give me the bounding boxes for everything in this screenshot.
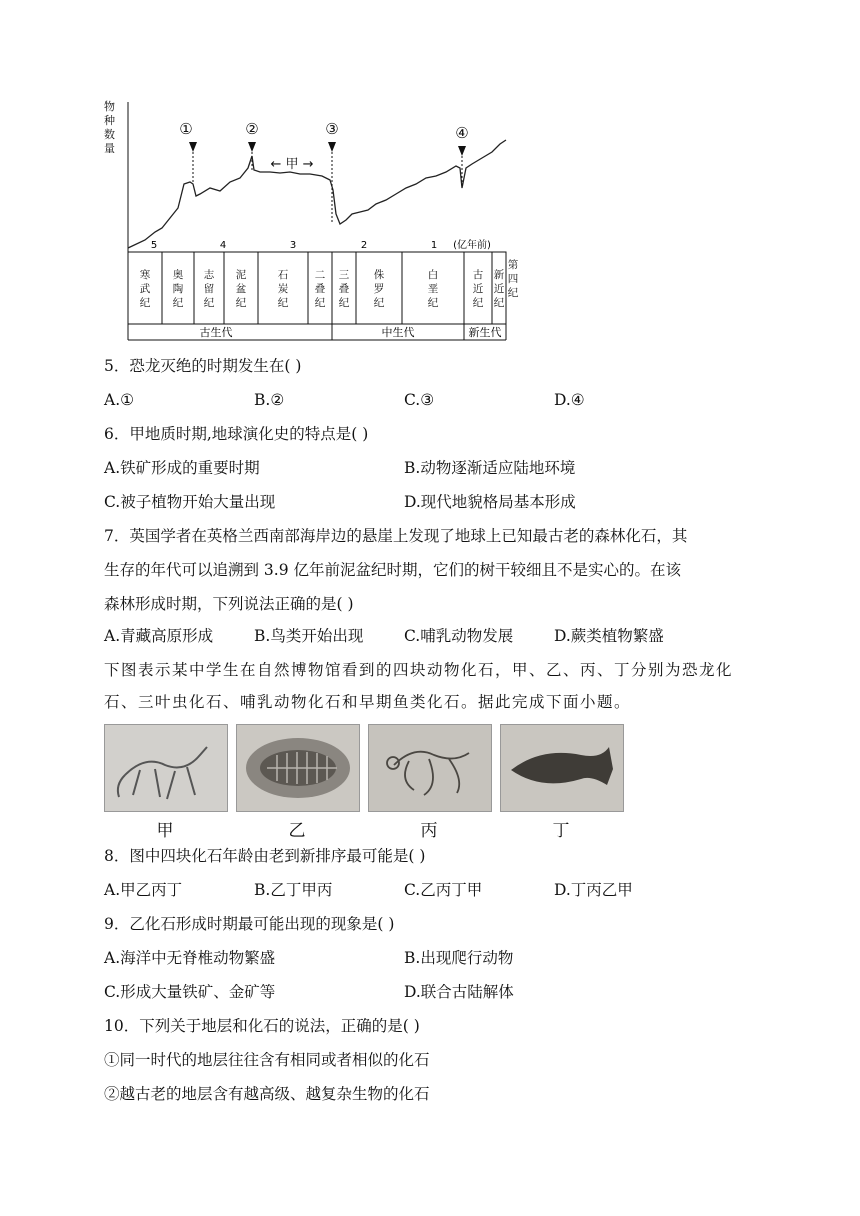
svg-text:④: ④ (455, 124, 469, 142)
q7-option-a[interactable]: A.青藏高原形成 (104, 627, 214, 645)
period-label: 奥陶纪 (172, 269, 184, 309)
q9-option-d[interactable]: D.联合古陆解体 (404, 983, 514, 1001)
q6-option-d[interactable]: D.现代地貌格局基本形成 (404, 493, 576, 511)
q5-option-b[interactable]: B.② (254, 391, 285, 409)
marker-1 (179, 120, 197, 182)
tick-label: 5 (150, 240, 158, 251)
q6-option-c[interactable]: C.被子植物开始大量出现 (104, 493, 276, 511)
period-label: 新近纪 (493, 269, 505, 309)
period-label: 三叠纪 (338, 269, 350, 309)
q10-statement-2: ②越古老的地层含有越高级、越复杂生物的化石 (104, 1085, 430, 1103)
marker-4 (455, 124, 468, 186)
q6-option-a[interactable]: A.铁矿形成的重要时期 (104, 459, 260, 477)
q7-option-c[interactable]: C.哺乳动物发展 (404, 627, 514, 645)
q8-option-c[interactable]: C.乙丙丁甲 (404, 881, 483, 899)
period-label: 第四纪 (507, 259, 519, 299)
svg-text:③: ③ (325, 120, 339, 138)
q6-stem: 6．甲地质时期,地球演化史的特点是( ) (104, 425, 369, 443)
period-label: 古近纪 (472, 269, 484, 309)
period-label: 侏罗纪 (373, 269, 385, 309)
q6-option-b[interactable]: B.动物逐渐适应陆地环境 (404, 459, 576, 477)
q10-statement-1: ①同一时代的地层往往含有相同或者相似的化石 (104, 1051, 430, 1069)
tick-label: 3 (289, 240, 297, 251)
tick-label: 4 (219, 240, 227, 251)
fossil-figure (104, 724, 636, 840)
q8-stem: 8．图中四块化石年龄由老到新排序最可能是( ) (104, 847, 426, 865)
q5-option-a[interactable]: A.① (104, 391, 135, 409)
tick-label: 1 (430, 240, 438, 251)
species-timeline-chart (100, 96, 519, 346)
marker-3 (325, 120, 338, 224)
q5-stem: 5．恐龙灭绝的时期发生在( ) (104, 357, 302, 375)
era-label: 新生代 (468, 326, 502, 339)
q8-option-d[interactable]: D.丁丙乙甲 (554, 881, 633, 899)
q7-stem-line-2: 生存的年代可以追溯到 3.9 亿年前泥盆纪时期，它们的树干较细且不是实心的。在该 (104, 561, 682, 579)
jia-range-label: ← 甲 → (270, 157, 314, 172)
q9-option-c[interactable]: C.形成大量铁矿、金矿等 (104, 983, 276, 1001)
q9-option-b[interactable]: B.出现爬行动物 (404, 949, 514, 967)
fossil-intro-line-2: 石、三叶虫化石、哺乳动物化石和早期鱼类化石。据此完成下面小题。 (104, 693, 632, 711)
era-label: 中生代 (381, 326, 415, 339)
fossil-label-bing: 丙 (420, 821, 438, 841)
fossil-image-ding (500, 724, 624, 812)
q7-option-d[interactable]: D.蕨类植物繁盛 (554, 627, 664, 645)
fossil-label-ding: 丁 (552, 821, 570, 841)
period-label: 寒武纪 (139, 269, 151, 309)
q5-option-c[interactable]: C.③ (404, 391, 435, 409)
q7-stem-line-1: 7．英国学者在英格兰西南部海岸边的悬崖上发现了地球上已知最古老的森林化石，其 (104, 527, 688, 545)
marker-2 (245, 120, 258, 170)
period-label: 白垩纪 (427, 269, 439, 309)
tick-label: 2 (360, 240, 368, 251)
y-label-char: 种 (104, 114, 115, 127)
fossil-image-yi (236, 724, 360, 812)
period-label: 石炭纪 (277, 269, 289, 309)
period-label: 志留纪 (203, 269, 215, 309)
fossil-image-jia (104, 724, 228, 812)
era-label: 古生代 (199, 326, 233, 339)
fossil-intro-line-1: 下图表示某中学生在自然博物馆看到的四块动物化石，甲、乙、丙、丁分别为恐龙化 (104, 661, 734, 679)
q9-stem: 9．乙化石形成时期最可能出现的现象是( ) (104, 915, 395, 933)
fossil-label-jia: 甲 (156, 821, 174, 841)
species-curve (128, 140, 506, 248)
y-label-char: 物 (104, 100, 115, 113)
q10-stem: 10．下列关于地层和化石的说法，正确的是( ) (104, 1017, 420, 1035)
period-label: 二叠纪 (314, 269, 326, 309)
fossil-label-yi: 乙 (288, 821, 306, 841)
q5-option-d[interactable]: D.④ (554, 391, 585, 409)
y-label-char: 数 (104, 128, 115, 141)
period-label: 泥盆纪 (235, 269, 247, 309)
q8-option-b[interactable]: B.乙丁甲丙 (254, 881, 333, 899)
unit-label: (亿年前) (453, 240, 491, 251)
svg-text:①: ① (179, 120, 193, 138)
fossil-image-bing (368, 724, 492, 812)
y-label-char: 量 (104, 142, 115, 155)
svg-text:②: ② (245, 120, 259, 138)
q9-option-a[interactable]: A.海洋中无脊椎动物繁盛 (104, 949, 276, 967)
q7-option-b[interactable]: B.鸟类开始出现 (254, 627, 364, 645)
q8-option-a[interactable]: A.甲乙丙丁 (104, 881, 183, 899)
q7-stem-line-3: 森林形成时期，下列说法正确的是( ) (104, 595, 354, 613)
